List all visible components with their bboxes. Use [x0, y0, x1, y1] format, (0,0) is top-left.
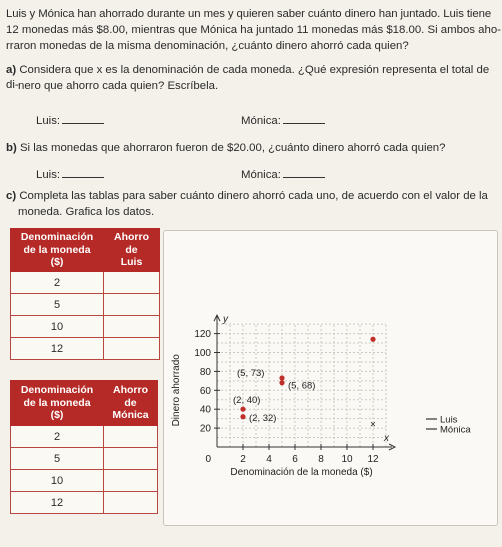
monica-label: Mónica: [241, 169, 281, 181]
denomination-cell: 5 [11, 294, 104, 316]
savings-cell[interactable] [104, 426, 158, 448]
table-row [11, 426, 158, 448]
monica-answer-blank-b[interactable] [283, 166, 325, 178]
monica-label: Mónica: [241, 115, 281, 127]
savings-cell[interactable] [104, 470, 158, 492]
table-row [11, 316, 160, 338]
table-row [11, 272, 160, 294]
data-point [240, 407, 245, 412]
header-text: Ahorro de [113, 384, 148, 409]
intro-line-2: 12 monedas más $8.00, mientras que Mónica ha juntado 11 monedas más $18.00. Si ambos aho- [6, 24, 501, 36]
part-a-marker: a) [6, 64, 17, 76]
part-b-text: Si las monedas que ahorraron fueron de $20.00, ¿cuánto dinero ahorró cada quien? [19, 142, 446, 154]
savings-cell[interactable] [104, 338, 160, 360]
y-axis-letter: y [223, 314, 228, 326]
denomination-cell: 10 [11, 316, 104, 338]
header-text: Mónica [112, 409, 149, 422]
luis-label: Luis: [36, 115, 61, 127]
luis-answer-blank-b[interactable] [62, 166, 104, 178]
data-point-cross: × [370, 419, 376, 431]
luis-answer-blank-a[interactable] [62, 112, 104, 124]
y-tick-label: 100 [194, 348, 211, 359]
header-text: ($) [50, 256, 64, 269]
part-a-line-2: nero que ahorro cada quien? Escríbela. [18, 80, 219, 92]
denomination-cell: 12 [11, 338, 104, 360]
table-row [11, 448, 158, 470]
header-text: de la moneda [23, 396, 91, 409]
intro-line-1: Luis y Mónica han ahorrado durante un mes y quieren saber cuánto dinero han juntado. Luis tiene [6, 8, 492, 20]
savings-cell[interactable] [104, 316, 160, 338]
part-c-line-1: Completa las tablas para saber cuánto dinero ahorró cada uno, de acuerdo con el valor de la [19, 190, 488, 202]
x-axis-letter: x [384, 433, 389, 444]
savings-header [104, 229, 160, 272]
y-tick-label: 40 [199, 404, 211, 416]
header-text: Denominación [20, 231, 94, 244]
part-a-monica-answer [241, 112, 325, 129]
x-tick-label: 4 [266, 454, 272, 465]
table-row [11, 338, 160, 360]
denomination-header [11, 229, 104, 272]
part-a-luis-answer [36, 112, 104, 129]
y-tick-label: 80 [199, 366, 211, 378]
y-tick-label: 120 [194, 329, 211, 341]
data-point [370, 337, 375, 342]
part-a-line-1: Considera que x es la denominación de cada moneda. ¿Qué expresión representa el total de di- [6, 64, 490, 91]
savings-cell[interactable] [104, 294, 160, 316]
x-tick-label: 2 [240, 454, 246, 465]
intro-line-3: rraron monedas de la misma denominación, ¿cuánto dinero ahorró cada quien? [6, 40, 409, 52]
part-c-question [6, 189, 488, 204]
x-tick-label: 12 [367, 454, 379, 465]
table-row [11, 470, 158, 492]
data-point-label: (5, 68) [288, 380, 316, 392]
denomination-cell: 2 [11, 272, 104, 294]
savings-cell[interactable] [104, 492, 158, 514]
data-point [279, 375, 284, 380]
header-text: Luis [120, 256, 143, 269]
data-point [240, 414, 245, 419]
savings-cell[interactable] [104, 448, 158, 470]
savings-chart [163, 230, 496, 524]
data-point-label: (2, 32) [249, 412, 277, 424]
header-text: ($) [50, 409, 64, 422]
part-b-monica-answer [241, 166, 325, 183]
monica-table [10, 380, 158, 514]
x-tick-label: 6 [292, 454, 298, 465]
data-point-label: (2, 40) [233, 395, 261, 407]
part-b-question [6, 141, 445, 156]
savings-cell[interactable] [104, 272, 160, 294]
denomination-cell: 2 [11, 426, 104, 448]
data-point [279, 380, 284, 385]
part-b-luis-answer [36, 166, 104, 183]
origin-label: 0 [205, 454, 211, 465]
part-c-line-2: moneda. Grafica los datos. [18, 206, 155, 218]
data-point-label: (5, 73) [237, 368, 265, 380]
denomination-header [11, 381, 104, 426]
y-axis-title: Dinero ahorrado [171, 354, 182, 427]
header-text: de la moneda [23, 243, 91, 256]
denomination-cell: 10 [11, 470, 104, 492]
savings-header [104, 381, 158, 426]
header-text: Denominación [20, 384, 94, 397]
part-c-marker: c) [6, 190, 17, 202]
denomination-cell: 12 [11, 492, 104, 514]
y-tick-label: 60 [199, 385, 211, 397]
legend-label: Luis [440, 414, 458, 426]
legend-label: Mónica [440, 424, 471, 436]
header-text: Ahorro de [114, 231, 149, 256]
x-tick-label: 10 [341, 454, 353, 465]
luis-label: Luis: [36, 169, 61, 181]
denomination-cell: 5 [11, 448, 104, 470]
y-tick-label: 20 [199, 423, 211, 435]
part-b-marker: b) [6, 142, 17, 154]
table-row [11, 294, 160, 316]
monica-answer-blank-a[interactable] [283, 112, 325, 124]
table-row [11, 492, 158, 514]
x-tick-label: 8 [318, 454, 324, 465]
luis-table [10, 228, 160, 360]
x-axis-title: Denominación de la moneda ($) [230, 467, 373, 478]
